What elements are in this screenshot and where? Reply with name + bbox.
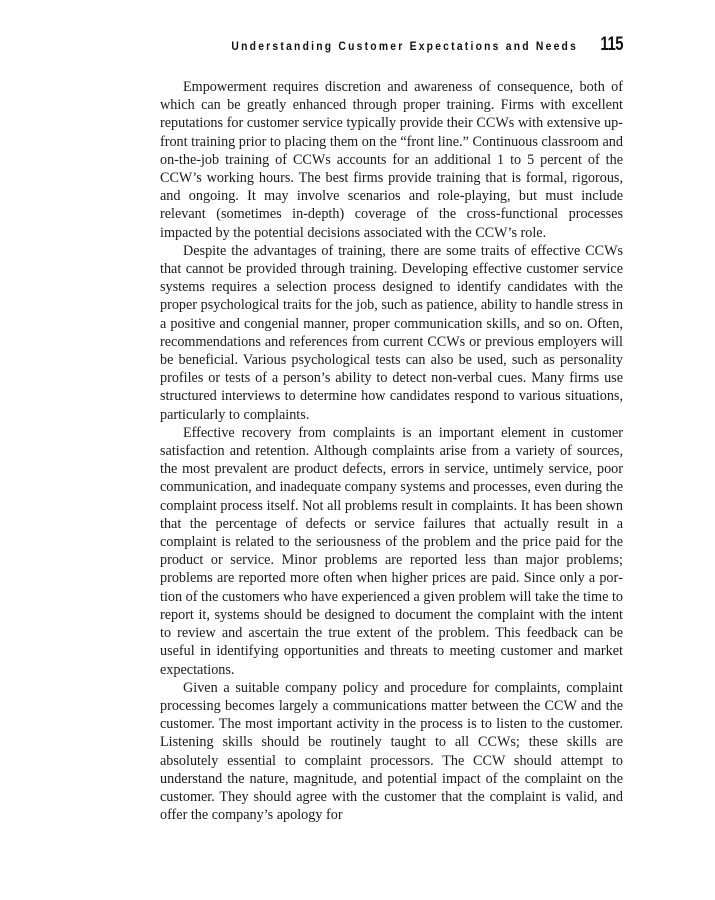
body-text (160, 78, 623, 824)
paragraph-complaints: Effective recovery from complaints is an important element in customer satisfaction and retention. Although complaints arise from a variety of sources, the most prevalent are product defects, errors in service, untimely service, poor communication, and inadequate company systems and processes, even during the complaint process itself. Not all problems result in complaints. It has been shown that the percentage of defects or service failures that actually result in a complaint is related to the seriousness of the problem and the price paid for the product or service. Minor problems are reported less than major problems; problems are reported more often when higher prices are paid. Since only a portion of the customers who have experienced a given problem will take the time to report it, systems should be designed to document the complaint with the intent to review and ascertain the true extent of the problem. This feedback can be useful in identifying opportunities and threats to meeting customer and market expectations. (160, 424, 623, 678)
page-number: 115 (600, 34, 623, 55)
paragraph-selection: Despite the advantages of training, there are some traits of effective CCWs that cannot be provided through training. Developing effective customer service systems requires a selection process designed to identify candidates with the proper psychological traits for the job, such as patience, ability to handle stress in a positive and congenial manner, proper communication skills, and so on. Often, recommendations and references from current CCWs or previous employers will be beneficial. Various psychological tests can also be used, such as personality profiles or tests of a person’s ability to detect non-verbal cues. Many firms use structured interviews to determine how candidates respond to various situations, particularly to complaints. (160, 242, 623, 423)
running-head-title: Understanding Customer Expectations and Needs (231, 39, 578, 53)
running-header (160, 34, 623, 58)
paragraph-complaint-processing: Given a suitable company policy and procedure for complaints, complaint processing becomes largely a communications matter between the CCW and the customer. The most important activity in the process is to listen to the customer. Listening skills should be routinely taught to all CCWs; these skills are absolutely essential to complaint processors. The CCW should attempt to understand the nature, magnitude, and potential impact of the complaint on the customer. They should agree with the customer that the complaint is valid, and offer the company’s apology for (160, 679, 623, 824)
paragraph-training: Empowerment requires discretion and awareness of consequence, both of which can be greatly enhanced through proper training. Firms with excellent reputations for customer service typically provide their CCWs with extensive up-front training prior to placing them on the “front line.” Continuous classroom and on-the-job training of CCWs accounts for an additional 1 to 5 percent of the CCW’s working hours. The best firms provide training that is formal, rigorous, and ongoing. It may involve scenarios and role-playing, but must include relevant (sometimes in-depth) coverage of the cross-functional processes impacted by the potential decisions associated with the CCW’s role. (160, 79, 623, 241)
